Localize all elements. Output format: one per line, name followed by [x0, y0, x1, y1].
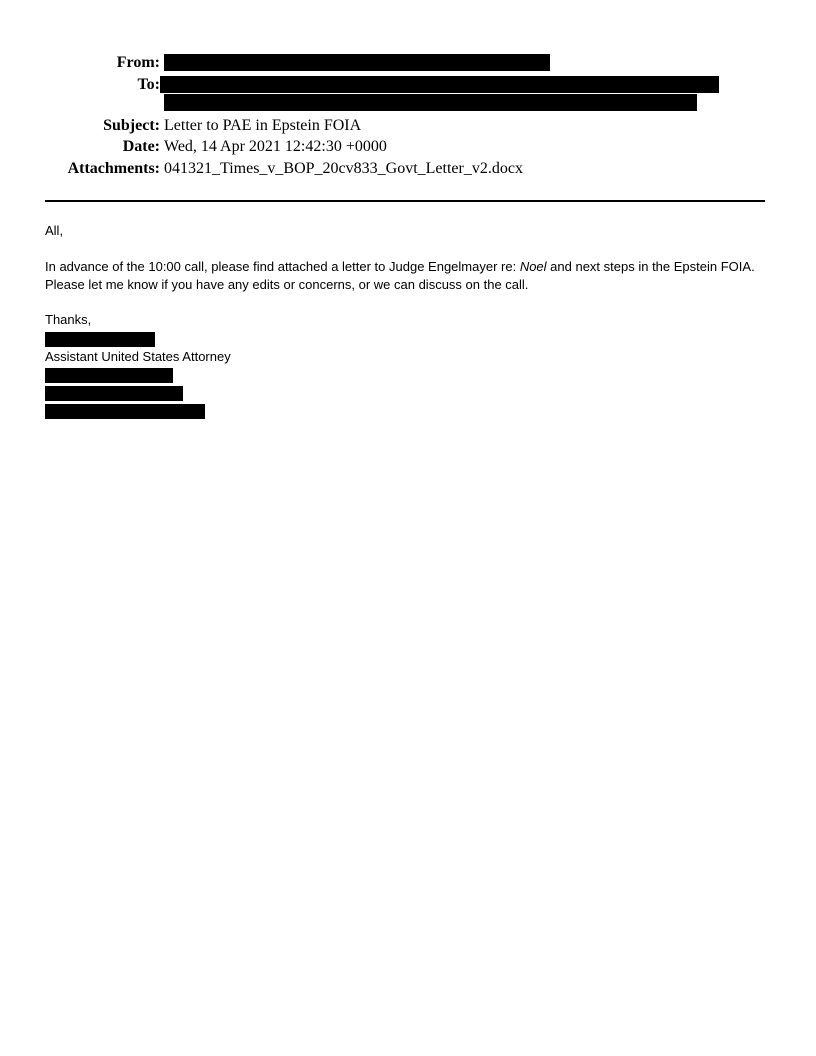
date-label: Date:: [122, 138, 160, 155]
date-row: [0, 136, 816, 158]
from-label: From:: [116, 54, 160, 71]
greeting: All,: [45, 223, 64, 238]
redaction-from: [164, 54, 550, 71]
signoff: Thanks,: [45, 312, 92, 327]
redaction-signature-line1: [45, 368, 173, 383]
header-divider: [45, 200, 765, 202]
paragraph-line-1: [45, 258, 755, 276]
subject-label: Subject:: [103, 117, 160, 134]
redaction-sender-name: [45, 332, 155, 347]
subject-row: [0, 115, 816, 137]
redaction-signature-line2: [45, 386, 183, 401]
case-name-italic: Noel: [519, 259, 547, 274]
to-label: To:: [137, 76, 160, 93]
paragraph-line-2: Please let me know if you have any edits or concerns, or we can discuss on the call.: [45, 277, 529, 292]
date-value: Wed, 14 Apr 2021 12:42:30 +0000: [164, 138, 387, 155]
redaction-to-line2: [164, 94, 697, 111]
redaction-to-line1: [160, 76, 719, 93]
attachment-filename[interactable]: 041321_Times_v_BOP_20cv833_Govt_Letter_v2.docx: [164, 160, 523, 177]
sender-title: Assistant United States Attorney: [45, 349, 231, 364]
attachments-row: [0, 158, 816, 180]
paragraph-text-before: In advance of the 10:00 call, please find attached a letter to Judge Engelmayer re:: [45, 259, 520, 274]
redaction-signature-line3: [45, 404, 205, 419]
attachments-label: Attachments:: [67, 160, 160, 177]
paragraph-text-after: and next steps in the Epstein FOIA.: [546, 259, 755, 274]
subject-value: Letter to PAE in Epstein FOIA: [164, 117, 362, 134]
